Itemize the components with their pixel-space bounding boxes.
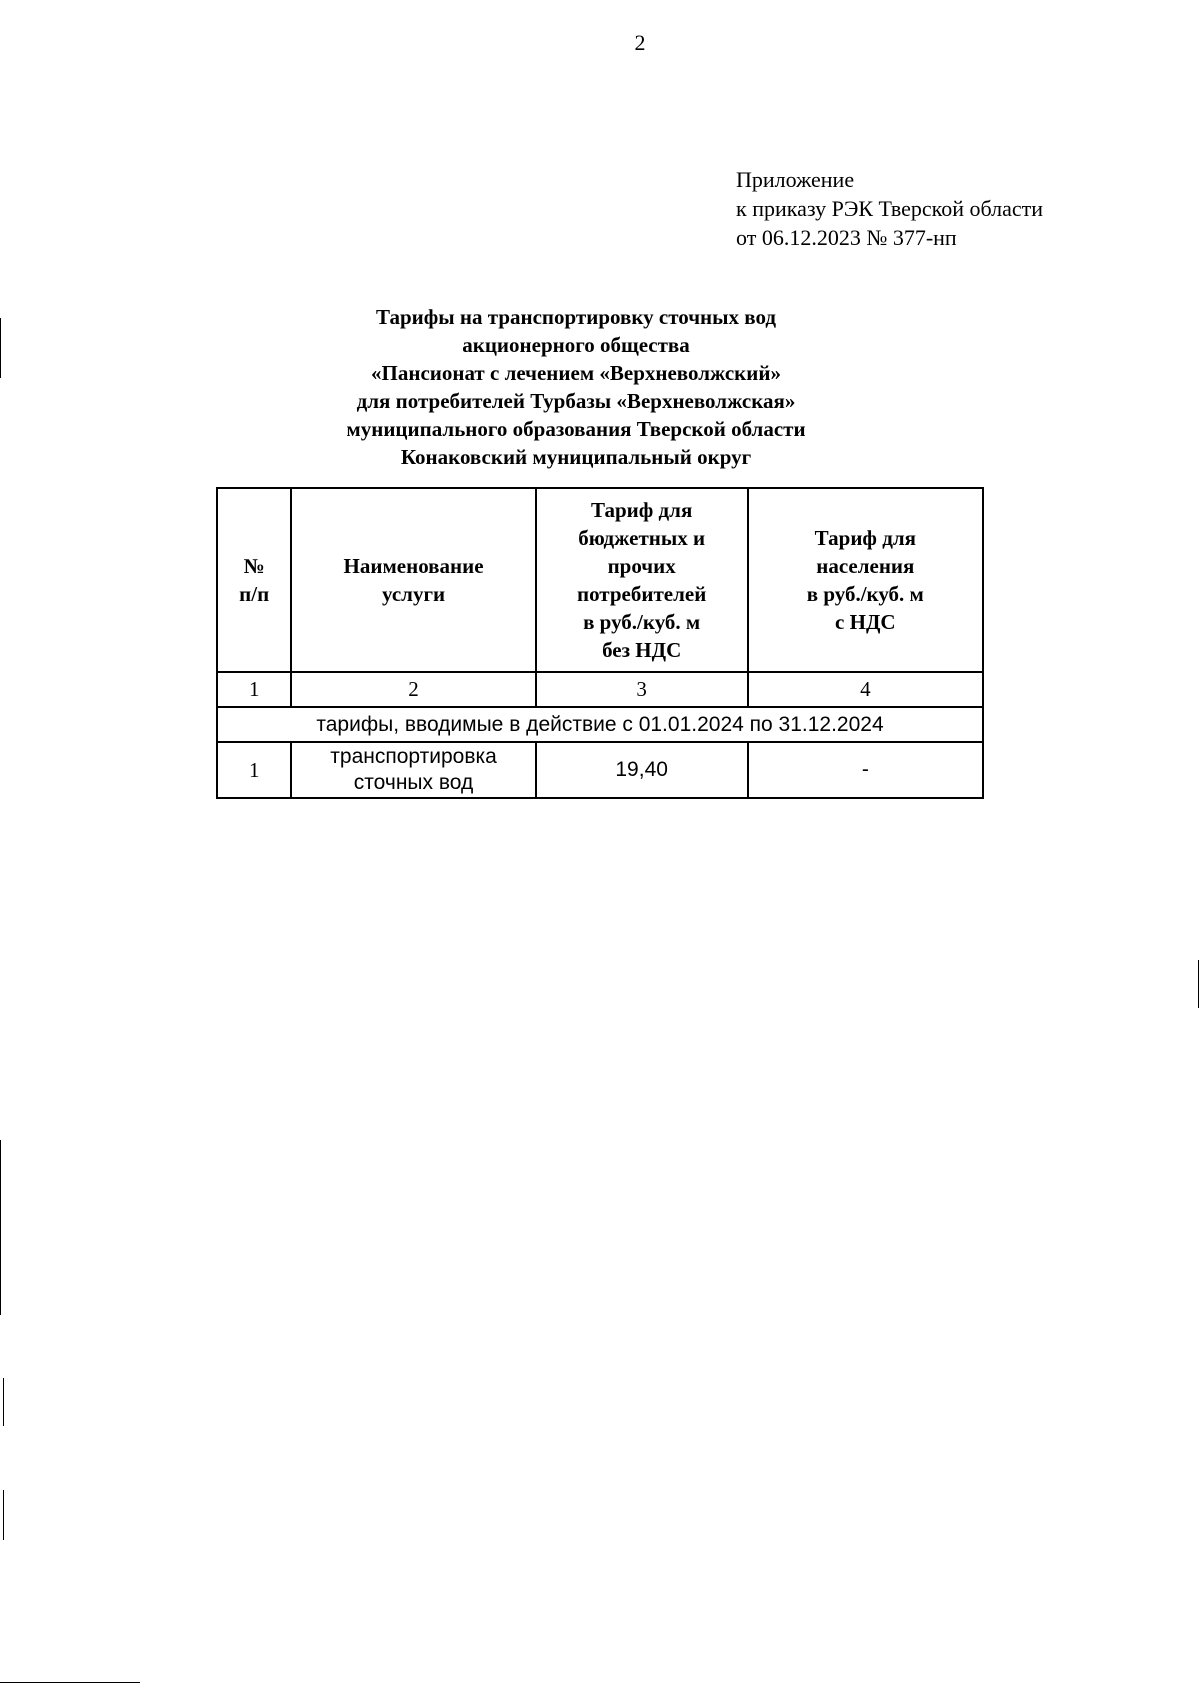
appendix-line-1: Приложение — [736, 167, 855, 192]
header-service-line: услуги — [381, 582, 446, 606]
header-budget-line: потребителей — [576, 582, 707, 606]
header-budget-line: в руб./куб. м — [583, 610, 701, 634]
header-population-line: с НДС — [835, 610, 896, 634]
header-number — [217, 488, 291, 672]
title-line-4: для потребителей Турбазы «Верхневолжская» — [356, 389, 796, 413]
header-budget-line: прочих — [607, 554, 676, 578]
row-budget-tariff: 19,40 — [536, 742, 748, 798]
header-budget-line: Тариф для — [591, 498, 693, 522]
scan-artifact-line — [0, 1140, 1, 1315]
scan-artifact-line — [3, 1490, 4, 1540]
validity-period-text: тарифы, вводимые в действие с 01.01.2024 по 31.12.2024 — [217, 707, 983, 742]
header-population-line: в руб./куб. м — [806, 582, 924, 606]
appendix-line-2: к приказу РЭК Тверской области — [736, 196, 1044, 221]
scan-artifact-line — [3, 1378, 4, 1426]
header-service-line: Наименование — [343, 554, 484, 578]
page-number: 2 — [634, 30, 646, 55]
title-line-2: акционерного общества — [462, 333, 690, 357]
title-line-6: Конаковский муниципальный округ — [400, 445, 752, 469]
header-population-line: Тариф для — [814, 526, 916, 550]
scan-artifact-line — [1198, 960, 1199, 1008]
column-numbering-row — [217, 672, 983, 707]
validity-period-row — [217, 707, 983, 742]
header-service-name — [291, 488, 535, 672]
tariff-table — [216, 487, 984, 799]
header-budget-line: бюджетных и — [578, 526, 706, 550]
title-line-1: Тарифы на транспортировку сточных вод — [375, 305, 777, 329]
table-row — [217, 742, 983, 798]
appendix-reference — [736, 165, 1043, 252]
scan-artifact-line — [0, 318, 1, 378]
column-number: 4 — [748, 672, 983, 707]
row-population-tariff: - — [748, 742, 983, 798]
header-population-tariff — [748, 488, 983, 672]
row-number: 1 — [217, 742, 291, 798]
header-budget-line: без НДС — [602, 638, 682, 662]
column-number: 2 — [291, 672, 535, 707]
table-header-row — [217, 488, 983, 672]
column-number: 3 — [536, 672, 748, 707]
row-service-line: сточных вод — [353, 771, 474, 794]
appendix-line-3: от 06.12.2023 № 377-нп — [736, 225, 957, 250]
document-title — [215, 303, 937, 471]
row-service-name — [291, 742, 535, 798]
title-line-3: «Пансионат с лечением «Верхневолжский» — [371, 361, 781, 385]
header-population-line: населения — [816, 554, 915, 578]
title-line-5: муниципального образования Тверской области — [346, 417, 806, 441]
header-budget-tariff — [536, 488, 748, 672]
row-service-line: транспортировка — [330, 745, 497, 768]
header-number-line: № — [243, 554, 265, 578]
header-number-line: п/п — [239, 582, 270, 606]
scan-artifact-rule — [0, 1682, 140, 1683]
column-number: 1 — [217, 672, 291, 707]
